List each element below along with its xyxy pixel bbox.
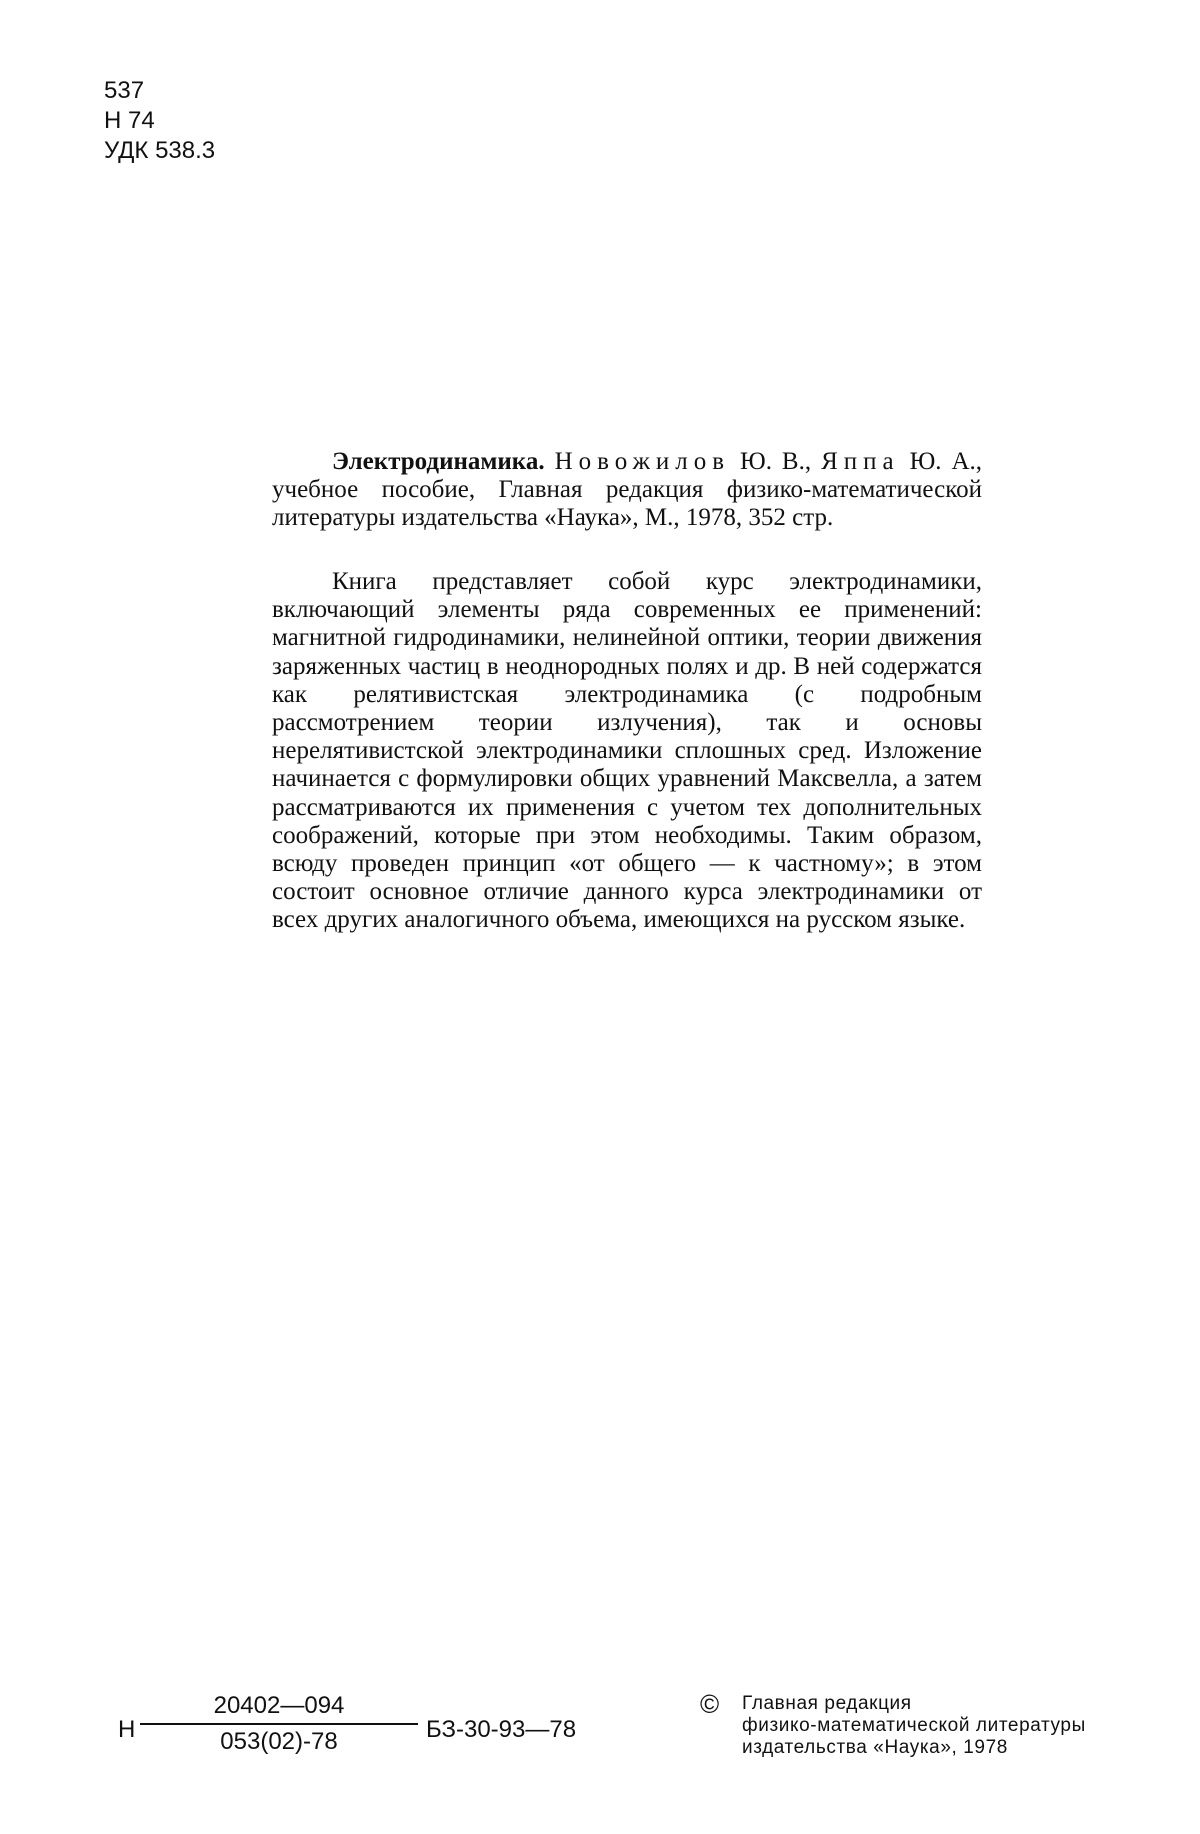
imprint-fraction — [140, 1692, 418, 1756]
imprint-letter: Н — [118, 1716, 136, 1743]
copyright-line-2: физико-математической литературы — [742, 1715, 1086, 1736]
annotation-text: Книга представляет собой курс электродинамики, включающий элементы ряда современных ее применений: магнитной гидродинамики, нелинейной оптики, теории движения заряженных частиц в неоднородных полях и др. В ней содержатся как релятивистская электродинамика (с подробным рассмотрением теории излучения), так и основы нерелятивистской электродинамики сплошных сред. Изложение начинается с формулировки общих уравнений Максвелла, а затем рассматриваются их применения с учетом тех дополнительных соображений, которые при этом необходимы. Таким образом, всюду проведен принцип «от общего — к частному»; в этом состоит основное отличие данного курса электродинамики от всех других аналогичного объема, имеющихся на русском языке. — [272, 568, 982, 934]
copyright-lines — [742, 1693, 1086, 1759]
imprint-code — [118, 1692, 577, 1772]
imprint-series-code: БЗ-30-93—78 — [426, 1716, 577, 1743]
copyright-line-3: издательства «Наука», 1978 — [742, 1737, 1008, 1758]
citation-details: Ю. А., учебное пособие, Главная редакция физико-математической литературы издательства «Наука», М., 1978, 352 стр. — [272, 448, 983, 531]
author-surname-1: Новожилов — [554, 448, 731, 475]
imprint-numerator: 20402—094 — [213, 1692, 345, 1719]
copyright-icon: © — [700, 1689, 720, 1719]
author-mark: Н 74 — [104, 107, 155, 134]
imprint-denominator: 053(02)-78 — [220, 1728, 338, 1755]
copyright-line-1: Главная редакция — [742, 1693, 912, 1714]
udk-code: УДК 538.3 — [104, 137, 216, 164]
classification-codes — [104, 76, 215, 166]
author-initials-1: Ю. В., — [740, 448, 812, 475]
abstract-block — [272, 448, 982, 935]
author-surname-2: Яппа — [821, 448, 900, 475]
bibliographic-citation — [272, 448, 982, 532]
bbk-code: 537 — [104, 77, 145, 104]
fraction-bar — [140, 1723, 418, 1725]
book-title: Электродинамика. — [332, 448, 545, 475]
